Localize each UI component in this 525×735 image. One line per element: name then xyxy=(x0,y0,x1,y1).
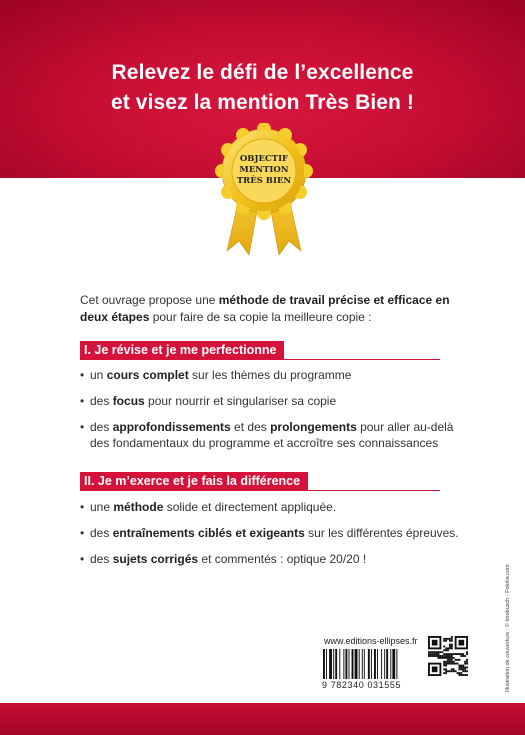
bullet-icon: • xyxy=(80,526,85,540)
bullet-icon: • xyxy=(80,500,85,514)
list-item: • un cours complet sur les thèmes du programme xyxy=(80,368,352,382)
intro-text: Cet ouvrage propose une xyxy=(80,293,219,307)
section-1-title: I. Je révise et je me perfectionne xyxy=(80,341,284,360)
medal-text-2: MENTION xyxy=(239,165,289,175)
intro-paragraph xyxy=(80,292,460,326)
qr-code-icon[interactable] xyxy=(428,636,468,676)
section-2-title: II. Je m’exerce et je fais la différence xyxy=(80,472,308,491)
medal-rosette-icon xyxy=(203,123,325,261)
bullet-icon: • xyxy=(80,420,85,434)
list-item: • des entraînements ciblés et exigeants sur les différentes épreuves. xyxy=(80,526,459,540)
list-item: • des approfondissements et des prolongements pour aller au-delà des fondamentaux du programme et accroître ses connaissances xyxy=(80,420,454,450)
headline-line-1: Relevez le défi de l’excellence xyxy=(111,61,414,84)
cover-credit: Illustration de couverture : © Imobusch - Fotolia.com xyxy=(505,564,511,692)
list-item: • une méthode solide et directement appliquée. xyxy=(80,500,337,514)
publisher-url[interactable]: www.editions-ellipses.fr xyxy=(324,636,418,646)
section-1-rule xyxy=(80,359,440,360)
list-item: • des sujets corrigés et commentés : optique 20/20 ! xyxy=(80,552,367,566)
barcode-icon xyxy=(322,649,424,679)
bullet-icon: • xyxy=(80,552,85,566)
medal-text-1: OBJECTIF xyxy=(239,154,289,164)
headline-line-2: et visez la mention Très Bien ! xyxy=(110,91,415,114)
bullet-icon: • xyxy=(80,394,85,408)
bullet-icon: • xyxy=(80,368,85,382)
list-item: • des focus pour nourrir et singulariser sa copie xyxy=(80,394,337,408)
intro-text-end: pour faire de sa copie la meilleure copie : xyxy=(149,310,372,324)
medal-text-3: TRÈS BIEN xyxy=(236,176,292,186)
isbn-number: 9 782340 031555 xyxy=(322,680,402,690)
section-2-rule xyxy=(80,490,440,491)
intro-bold: méthode de travail précise et efficace en deux étapes xyxy=(80,293,450,324)
bottom-red-band xyxy=(0,703,525,735)
